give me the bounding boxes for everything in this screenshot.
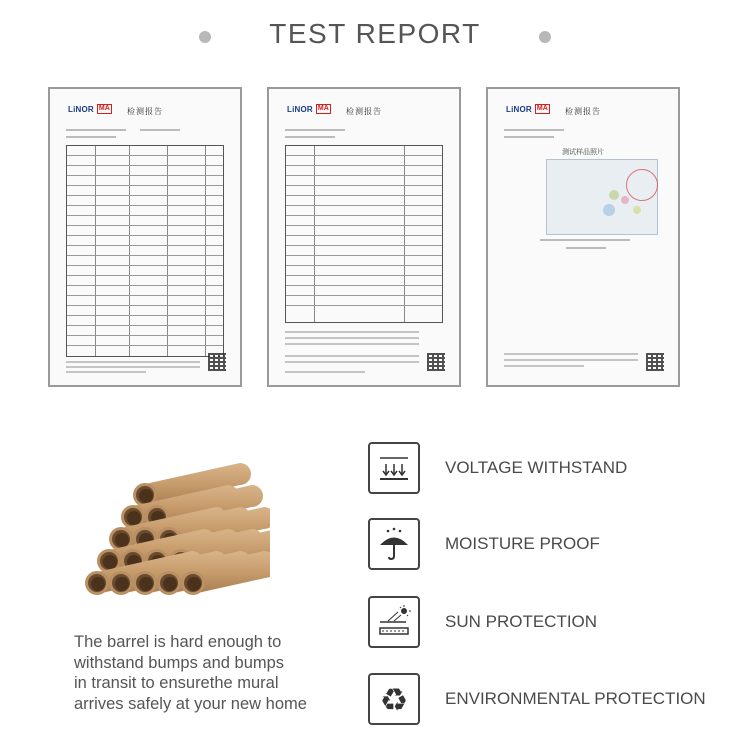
description-line: in transit to ensurethe mural	[74, 674, 279, 692]
test-report-page-2	[267, 87, 461, 387]
page-title: TEST REPORT	[269, 18, 481, 49]
description-line: arrives safely at your new home	[74, 694, 307, 713]
table-row	[67, 176, 223, 186]
table-row	[286, 246, 442, 256]
report-heading: 检测报告	[565, 107, 601, 116]
table-row	[67, 316, 223, 326]
report-brand: LiNOR	[506, 104, 532, 114]
svg-text:♻: ♻	[379, 681, 409, 717]
feature-environmental-protection	[368, 673, 728, 725]
report-table	[66, 145, 224, 357]
table-row	[286, 186, 442, 196]
umbrella-icon	[368, 518, 420, 570]
report-mark: MA	[536, 105, 548, 112]
feature-label: ENVIRONMENTAL PROTECTION	[445, 689, 706, 708]
table-row	[67, 246, 223, 256]
feature-label: VOLTAGE WITHSTAND	[445, 458, 628, 477]
test-report-page-3	[486, 87, 680, 387]
table-row	[67, 146, 223, 156]
table-row	[67, 256, 223, 266]
table-row	[286, 266, 442, 276]
table-row	[67, 216, 223, 226]
table-row	[67, 276, 223, 286]
report-brand: LiNOR	[287, 104, 313, 114]
feature-sun-protection	[368, 596, 728, 648]
qr-code	[208, 353, 226, 371]
report-mark: MA	[317, 105, 329, 112]
table-row	[67, 186, 223, 196]
table-row	[67, 166, 223, 176]
qr-code	[427, 353, 445, 371]
feature-label: MOISTURE PROOF	[445, 534, 600, 553]
table-row	[67, 206, 223, 216]
table-row	[67, 296, 223, 306]
table-row	[286, 286, 442, 296]
feature-moisture-proof	[368, 518, 728, 570]
header	[0, 18, 750, 54]
table-row	[67, 196, 223, 206]
barrel-description	[74, 632, 334, 714]
table-row	[286, 146, 442, 156]
header-dot-right	[539, 31, 551, 43]
table-row	[286, 196, 442, 206]
table-row	[286, 166, 442, 176]
qr-code	[646, 353, 664, 371]
table-row	[286, 206, 442, 216]
cardboard-tubes-illustration	[85, 450, 270, 620]
report-heading: 检测报告	[346, 107, 382, 116]
report-mark: MA	[98, 105, 110, 112]
report-brand: LiNOR	[68, 104, 94, 114]
inspection-stamp	[626, 169, 658, 201]
table-row	[286, 216, 442, 226]
table-row	[286, 296, 442, 306]
table-row	[286, 156, 442, 166]
table-row	[286, 176, 442, 186]
table-row	[67, 346, 223, 355]
description-line: withstand bumps and bumps	[74, 653, 285, 672]
report-table	[285, 145, 443, 323]
voltage-withstand-icon	[368, 442, 420, 494]
table-row	[286, 306, 442, 315]
table-row	[67, 306, 223, 316]
table-row	[67, 156, 223, 166]
recycle-icon	[368, 673, 420, 725]
table-row	[67, 236, 223, 246]
table-row	[67, 336, 223, 346]
feature-label: SUN PROTECTION	[445, 612, 598, 631]
table-row	[286, 256, 442, 266]
table-row	[67, 286, 223, 296]
table-row	[286, 226, 442, 236]
table-row	[286, 276, 442, 286]
sun-protection-icon	[368, 596, 420, 648]
test-report-page-1	[48, 87, 242, 387]
table-row	[67, 226, 223, 236]
table-row	[67, 266, 223, 276]
table-row	[67, 326, 223, 336]
description-line: The barrel is hard enough to	[74, 633, 282, 651]
table-row	[286, 236, 442, 246]
report-heading: 检测报告	[127, 107, 163, 116]
photo-title: 测试样品照片	[562, 149, 604, 156]
feature-voltage-withstand	[368, 442, 728, 494]
